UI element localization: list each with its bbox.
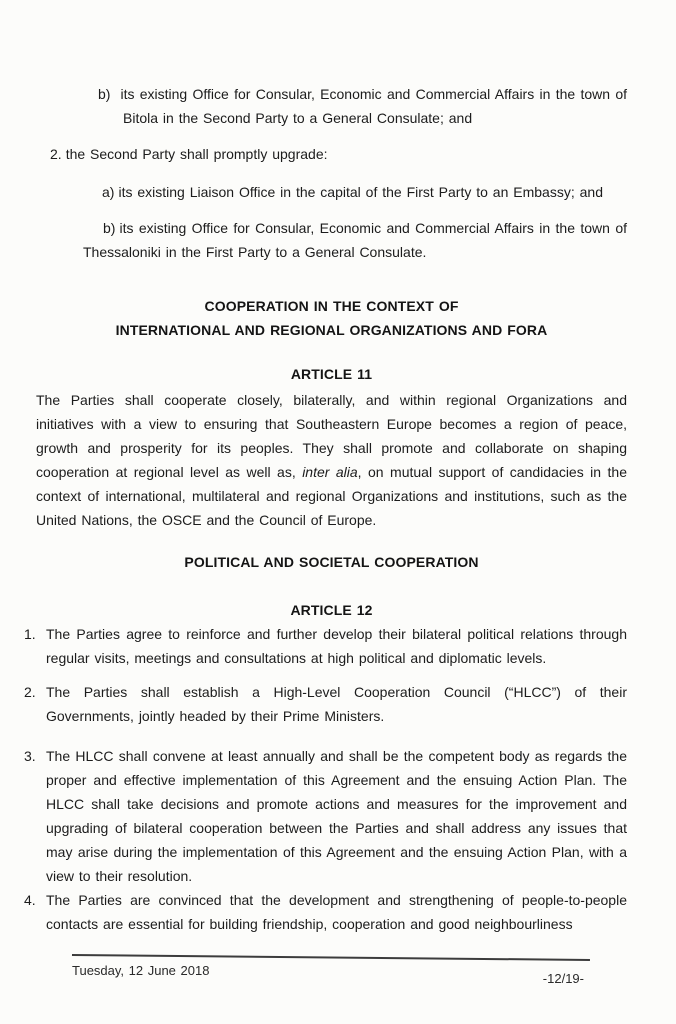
list-item-text: The HLCC shall convene at least annually and shall be the competent body as regards the proper and effective implementation of this Agreement and the ensuing Action Plan. The HLCC shall take decisions and promote actions and measures for the improvement and upgrading of bilateral cooperation between the Parties and shall address any issues that may arise during the implementation of this Agreement and the ensuing Action Plan, with a view to their resolution.	[46, 748, 627, 884]
article-11-text-start: The Parties shall cooperate closely, bilaterally, and within regional Organizations and initiatives with a view to ensuring that Southeastern Europe becomes a region of peace, growth and prosperity for its peoples. They shall promote and collaborate on shaping cooperation at regional level as well as,	[36, 392, 627, 480]
article-11-text-italic: inter alia	[302, 464, 358, 480]
list-number: 1.	[24, 626, 36, 642]
list-item-text: its existing Liaison Office in the capital of the First Party to an Embassy; and	[118, 184, 603, 200]
list-item-label: a)	[102, 184, 115, 200]
footer-date: Tuesday, 12 June 2018	[72, 963, 210, 978]
list-number: 4.	[24, 892, 36, 908]
list-item-text: the Second Party shall promptly upgrade:	[65, 146, 328, 162]
list-item-text: its existing Office for Consular, Economic and Commercial Affairs in the town of Thessaloniki in the First Party to a General Consulate.	[83, 220, 627, 260]
list-item-label: b)	[98, 86, 111, 102]
article-11-heading: ARTICLE 11	[290, 366, 373, 382]
list-item-b-thessaloniki	[83, 216, 627, 264]
list-item-text: The Parties shall establish a High-Level Cooperation Council (“HLCC”) of their Governments, jointly headed by their Prime Ministers.	[46, 684, 627, 724]
list-item-label: 2.	[50, 146, 62, 162]
section-heading-line2: INTERNATIONAL AND REGIONAL ORGANIZATIONS AND FORA	[115, 322, 548, 338]
page-footer	[72, 954, 590, 991]
article-12-item-3	[24, 744, 627, 888]
section-heading-cooperation	[36, 294, 627, 342]
footer-page-number: -12/19-	[542, 971, 584, 986]
article-12-item-1	[24, 622, 627, 670]
list-number: 3.	[24, 748, 36, 764]
article-11-paragraph	[36, 388, 627, 532]
list-item-label: b)	[103, 220, 116, 236]
section-heading-line1: COOPERATION IN THE CONTEXT OF	[204, 298, 459, 314]
list-item-b-bitola	[98, 82, 627, 130]
list-item-a-liaison-office	[102, 180, 627, 204]
list-item-text: The Parties agree to reinforce and further develop their bilateral political relations through regular visits, meetings and consultations at high political and diplomatic levels.	[46, 626, 627, 666]
section-heading-political: POLITICAL AND SOCIETAL COOPERATION	[184, 554, 479, 570]
list-number: 2.	[24, 684, 36, 700]
article-12-item-2	[24, 680, 627, 728]
list-item-2-second-party	[50, 142, 627, 166]
article-11-text-end: , on mutual support of candidacies in the context of international, multilateral and regional Organizations and institutions, such as the United Nations, the OSCE and the Council of Europe.	[36, 464, 627, 528]
article-12-heading: ARTICLE 12	[290, 602, 373, 618]
article-12-item-4	[24, 888, 627, 936]
list-item-text: The Parties are convinced that the development and strengthening of people-to-people contacts are essential for building friendship, cooperation and good neighbourliness	[46, 892, 627, 932]
list-item-text: its existing Office for Consular, Economic and Commercial Affairs in the town of Bitola in the Second Party to a General Consulate; and	[120, 86, 627, 126]
